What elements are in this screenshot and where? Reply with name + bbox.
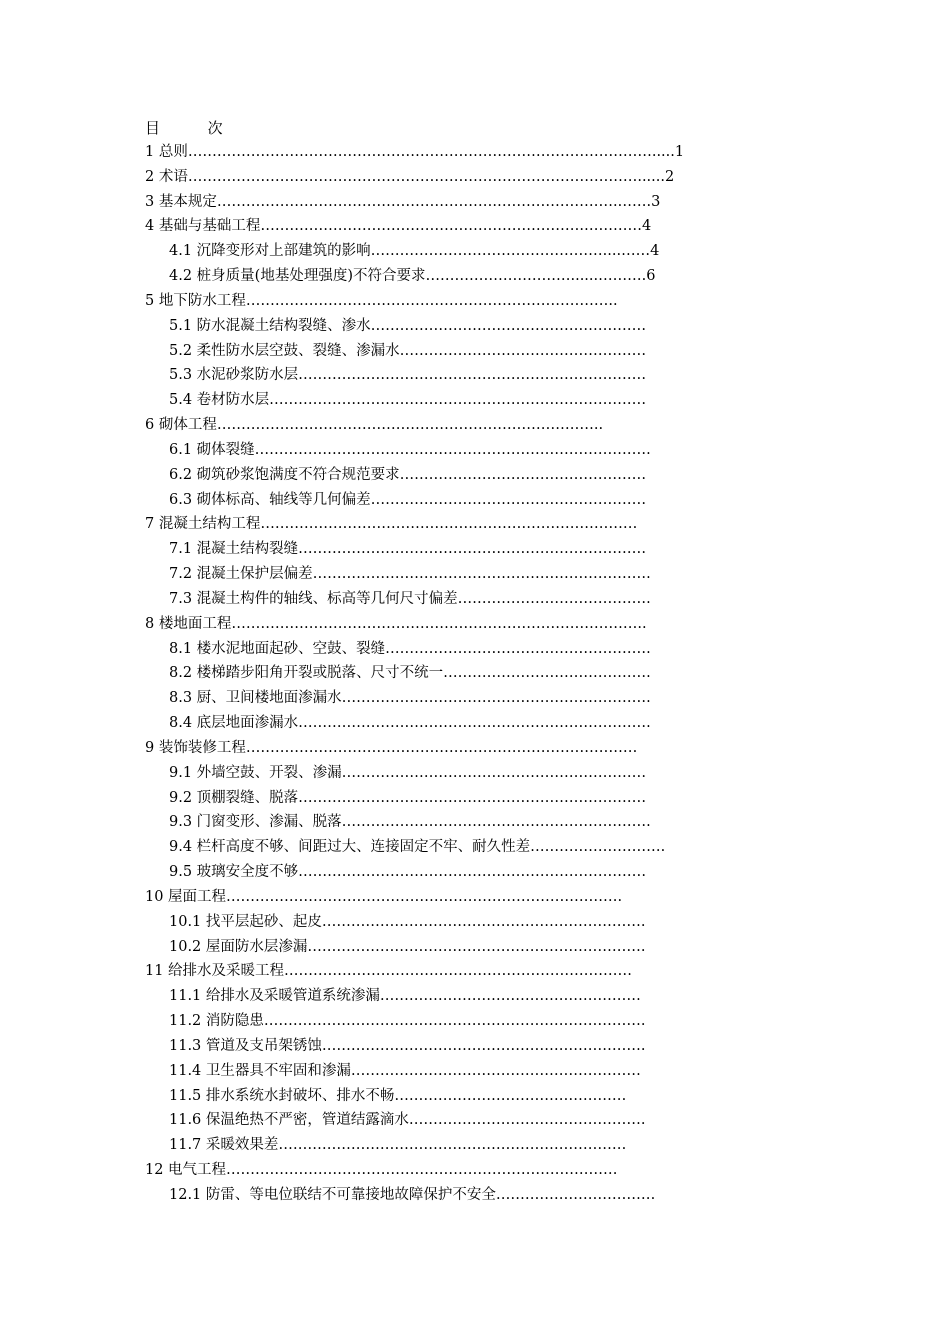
toc-section-entry: 11.6 保温绝热不严密，管道结露滴水…………………………………………. <box>169 1112 646 1129</box>
toc-section-entry: 11.2 消防隐患……………………………………………………………………. <box>169 1013 646 1030</box>
toc-section-entry: 9.4 栏杆高度不够、间距过大、连接固定不牢、耐久性差………………………. <box>169 839 666 856</box>
toc-chapter-entry: 7 混凝土结构工程…………………………………………………………………… <box>145 516 638 533</box>
toc-chapter-entry: 6 砌体工程…………………………………………………………………….. <box>145 417 604 434</box>
toc-section-entry: 8.1 楼水泥地面起砂、空鼓、裂缝………………………………………………. <box>169 640 651 657</box>
toc-section-entry: 9.2 顶棚裂缝、脱落……………………………………………………………… <box>169 789 647 806</box>
toc-section-entry: 9.3 门窗变形、渗漏、脱落………………………………………………………. <box>169 814 651 831</box>
toc-section-entry: 11.3 管道及支吊架锈蚀…………………………………………………………. <box>169 1037 646 1054</box>
toc-section-entry: 12.1 防雷、等电位联结不可靠接地故障保护不安全…………………………… <box>169 1186 656 1203</box>
toc-section-entry: 5.2 柔性防水层空鼓、裂缝、渗漏水…………………………………………… <box>169 342 647 359</box>
toc-section-entry: 5.4 卷材防水层…………………………………………………………………… <box>169 392 647 409</box>
toc-section-entry: 6.2 砌筑砂浆饱满度不符合规范要求…………………………………………… <box>169 466 647 483</box>
toc-title: 目 次 <box>145 119 223 137</box>
toc-section-entry: 4.1 沉降变形对上部建筑的影响…………………………………………....……4 <box>169 243 660 260</box>
toc-chapter-entry: 3 基本规定………………………………………………….…………………….…….3 <box>145 193 661 210</box>
toc-section-entry: 9.1 外墙空鼓、开裂、渗漏……………………………………………………… <box>169 764 647 781</box>
toc-section-entry: 4.2 桩身质量(地基处理强度)不符合要求…………………………......……….6 <box>169 268 656 285</box>
toc-section-entry: 7.3 混凝土构件的轴线、标高等几何尺寸偏差…………………………………. <box>169 590 651 607</box>
toc-chapter-entry: 1 总则…………………………………………………………………………………….....1 <box>145 144 685 160</box>
toc-section-entry: 11.5 排水系统水封破坏、排水不畅………………………………………… <box>169 1087 627 1104</box>
toc-section-entry: 9.5 玻璃安全度不够……………………………………………………………… <box>169 864 647 881</box>
toc-section-entry: 7.1 混凝土结构裂缝……………………………………………………………… <box>169 541 647 558</box>
toc-section-entry: 11.7 采暖效果差……………………………………………………………… <box>169 1137 627 1154</box>
toc-section-entry: 6.3 砌体标高、轴线等几何偏差………………………………………………… <box>169 491 647 508</box>
toc-section-entry: 8.2 楼梯踏步阳角开裂或脱落、尺寸不统一……………………………………. <box>169 665 651 682</box>
toc-chapter-entry: 10 屋面工程………………………………………………………………………. <box>145 888 623 905</box>
toc-section-entry: 11.4 卫生器具不牢固和渗漏…………………………………………………… <box>169 1062 641 1079</box>
toc-chapter-entry: 4 基础与基础工程………………………………………………………….…………4 <box>145 218 652 235</box>
toc-section-entry: 5.1 防水混凝土结构裂缝、渗水………………………………………………… <box>169 317 647 334</box>
toc-section-entry: 8.4 底层地面渗漏水………………………………………………………………. <box>169 715 651 732</box>
toc-section-entry: 11.1 给排水及采暖管道系统渗漏……………………………………………… <box>169 988 641 1005</box>
toc-section-entry: 10.1 找平层起砂、起皮…………………………………………………………. <box>169 913 646 930</box>
toc-section-entry: 8.3 厨、卫间楼地面渗漏水………………………………………………………. <box>169 690 651 707</box>
toc-section-entry: 5.3 水泥砂浆防水层……………………………………………………………… <box>169 367 647 384</box>
toc-section-entry: 6.1 砌体裂缝………………………………………………………………………. <box>169 441 651 458</box>
toc-chapter-entry: 12 电气工程……………………………………………………………………… <box>145 1162 618 1179</box>
toc-chapter-entry: 2 术语…………………………………………………………………………………......2 <box>145 168 675 185</box>
toc-section-entry: 10.2 屋面防水层渗漏……………………………………………………………. <box>169 938 646 955</box>
toc-chapter-entry: 9 装饰装修工程……………………………………………………………………… <box>145 739 638 756</box>
toc-chapter-entry: 11 给排水及采暖工程……………………………………………………………… <box>145 963 633 980</box>
toc-chapter-entry: 5 地下防水工程………………………………………………………………….. <box>145 292 618 309</box>
toc-chapter-entry: 8 楼地面工程………………………………………………………………………….. <box>145 615 647 632</box>
toc-section-entry: 7.2 混凝土保护层偏差……………………………………………………………. <box>169 566 651 583</box>
